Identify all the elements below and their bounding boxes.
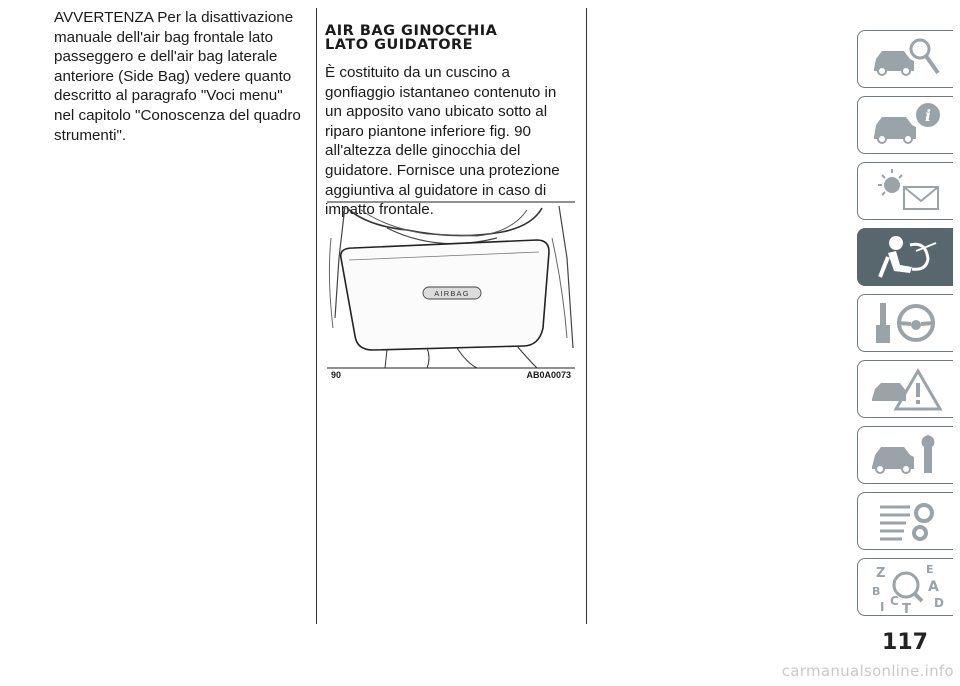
index-letter-a: A <box>927 579 939 595</box>
section-title-line2: LATO GUIDATORE <box>325 37 474 53</box>
tab-warning-lights[interactable] <box>857 162 953 220</box>
svg-text:i: i <box>924 106 931 125</box>
index-letter-i: I <box>879 600 884 613</box>
index-letter-b: B <box>871 585 880 598</box>
section-title <box>325 24 575 52</box>
airbag-seat-icon <box>866 231 946 283</box>
figure-number: 90 <box>331 370 342 380</box>
column-divider-right <box>586 8 587 624</box>
section-airbag-knee <box>325 8 575 220</box>
car-maintenance-icon <box>866 429 946 481</box>
column-divider-left <box>316 8 317 624</box>
tab-car-search[interactable] <box>857 30 953 88</box>
tab-emergency[interactable] <box>857 360 953 418</box>
emergency-triangle-icon <box>866 363 946 415</box>
warning-paragraph: AVVERTENZA Per la disattivazione manuale dell'air bag frontale lato passeggero e dell'air bag laterale anteriore (Side Bag) vedere quanto descritto al paragrafo "Voci menu" nel capitolo "Conoscenza del quadro strumenti". <box>54 9 301 144</box>
section-body: È costituito da un cuscino a gonfiaggio istantaneo contenuto in un apposito vano ubicato sotto al riparo piantone inferiore fig. 90 all'altezza delle ginocchia del guidatore. Fornisce una protezione aggiuntiva al guidatore in caso di impatto frontale. <box>325 64 560 219</box>
index-letter-t: T <box>901 602 911 613</box>
airbag-emblem-text: AIRBAG <box>434 289 470 298</box>
page-number: 117 <box>882 630 928 655</box>
index-letter-d: D <box>933 596 944 610</box>
specifications-icon <box>866 495 946 547</box>
index-letter-z: Z <box>875 566 885 581</box>
knee-airbag-illustration <box>327 198 575 380</box>
index-letter-c: C <box>889 594 899 608</box>
section-title-line1: AIR BAG GINOCCHIA <box>325 23 498 39</box>
tab-specifications[interactable] <box>857 492 953 550</box>
warning-lights-icon <box>866 165 946 217</box>
car-search-icon <box>866 33 946 85</box>
tab-car-info[interactable] <box>857 96 953 154</box>
steering-wheel-icon <box>866 297 946 349</box>
car-info-icon <box>866 99 946 151</box>
tab-maintenance[interactable] <box>857 426 953 484</box>
watermark: carmanualsonline.info <box>781 662 954 680</box>
tab-driving[interactable] <box>857 294 953 352</box>
figure-code: AB0A0073 <box>526 370 571 380</box>
figure-knee-airbag <box>327 198 575 380</box>
index-letter-e: E <box>925 563 934 576</box>
index-icon <box>866 561 946 613</box>
tab-index[interactable] <box>857 558 953 616</box>
tab-safety[interactable] <box>857 228 953 286</box>
